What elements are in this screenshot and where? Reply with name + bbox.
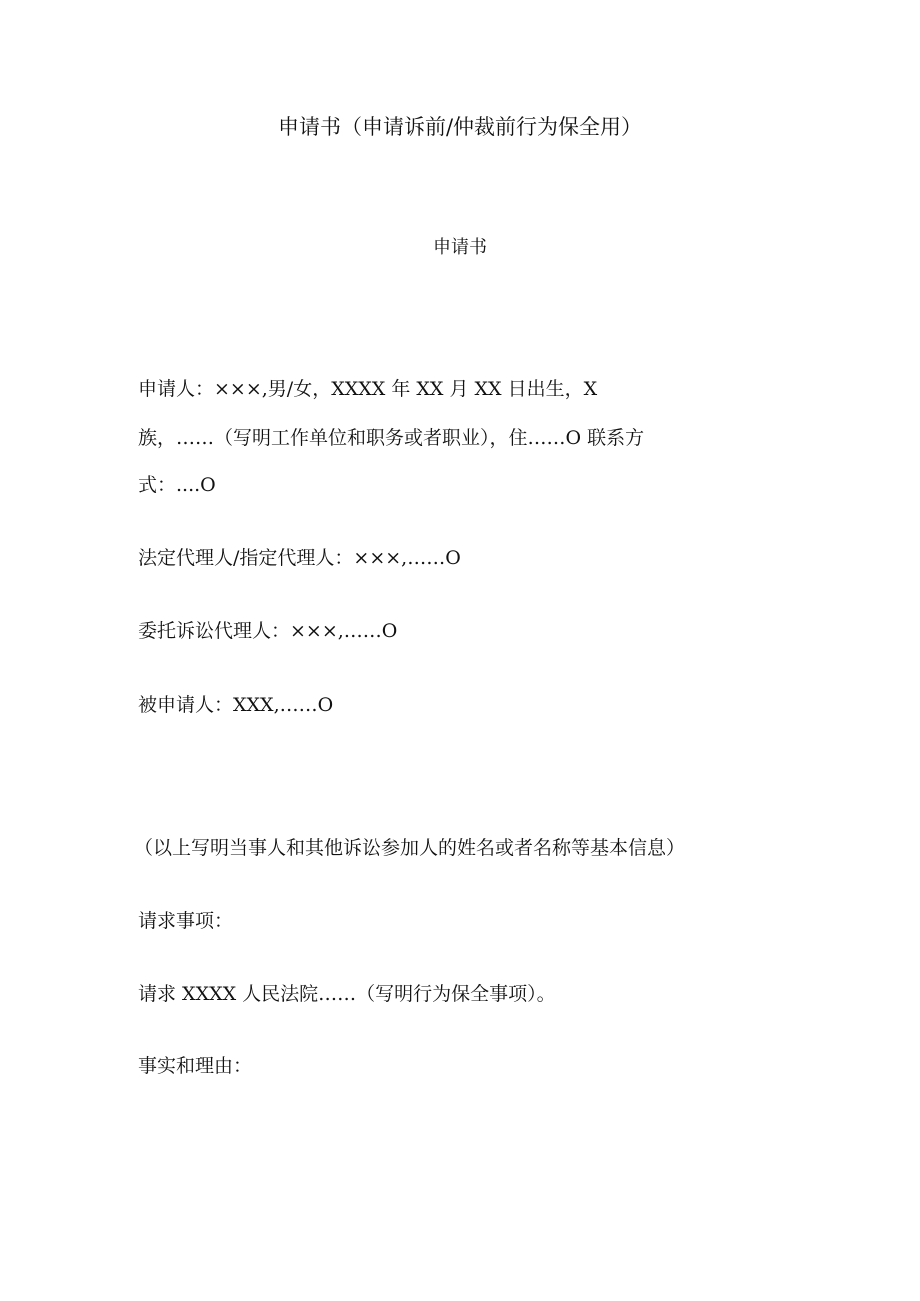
claims-heading: 请求事项：: [138, 910, 234, 932]
claims-text: 请求 XXXX 人民法院……（写明行为保全事项）。: [138, 983, 556, 1005]
document-subtitle: 申请书: [433, 237, 487, 258]
facts-heading: 事实和理由：: [138, 1055, 253, 1077]
applicant-line-1: 申请人：×××,男/女，XXXX 年 XX 月 XX 日出生，X: [138, 378, 598, 400]
entrusted-agent-line: 委托诉讼代理人：×××,……O: [138, 620, 398, 642]
legal-agent-line: 法定代理人/指定代理人：×××,……O: [138, 547, 461, 569]
applicant-line-3: 式：....O: [138, 474, 216, 496]
applicant-line-2: 族，……（写明工作单位和职务或者职业），住……O 联系方: [138, 427, 645, 449]
parties-note: （以上写明当事人和其他诉讼参加人的姓名或者名称等基本信息）: [134, 837, 686, 859]
document-title: 申请书（申请诉前/仲裁前行为保全用）: [277, 115, 643, 139]
respondent-line: 被申请人：XXX,……O: [138, 694, 334, 716]
